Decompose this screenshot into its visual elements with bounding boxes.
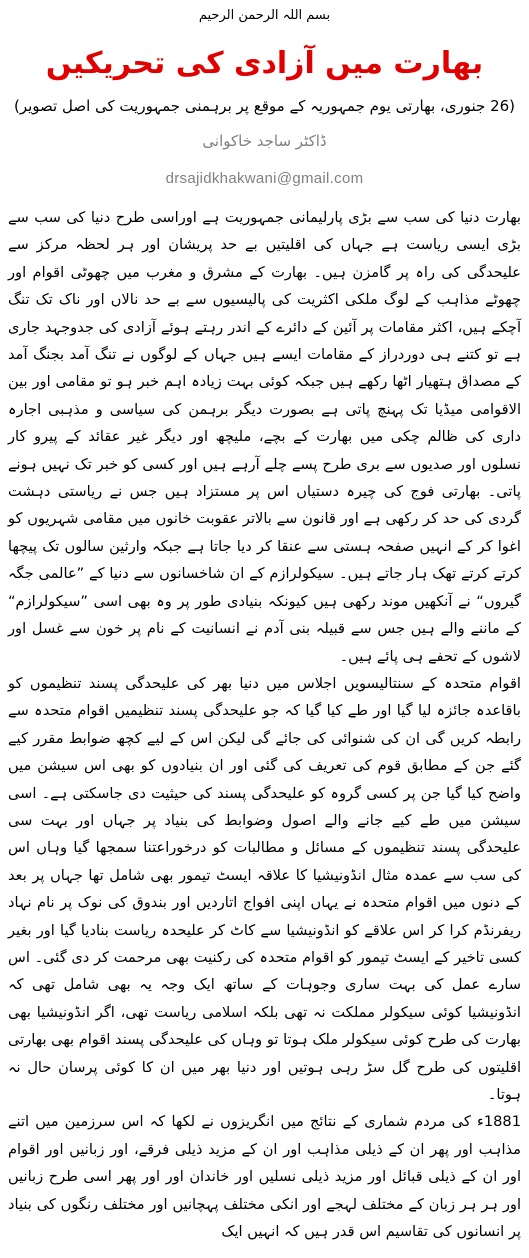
paragraph-1: بھارت دنیا کی سب سے بڑی پارلیمانی جمہوریت ہے اوراسی طرح دنیا کی سب سے بڑی ایسی ریاست ہے جہاں کی اقلیتیں بے حد پریشان اور ہر لحظہ مرکز سے علیحدگی کی راہ پر گامزن ہیں۔ بھارت کے مشرق و مغرب میں چھوٹی اقوام اور چھوٹے مذاہب کے لوگ ملکی اکثریت کی پالیسیوں سے بے حد نالاں اور ناک تک تنگ آچکے ہیں، اکثر مقامات پر آئین کے دائرے کے اندر رہتے ہوئے آزادی کی جدوجہد جاری ہے تو کتنے ہی دوردراز کے مقامات ایسے ہیں جہاں کے لوگوں نے تنگ آمد بجنگ آمد کے مصداق ہتھیار اٹھا رکھے ہیں جبکہ کوئی بہت زیادہ اہم خبر ہو تو مقامی اور بین الاقوامی میڈیا تک پہنچ پاتی ہے بصورت دیگر برہمن کی سیاسی و مذہبی اجارہ داری کی ظالم چکی میں بھارت کے بچے، ملیچھ اور دیگر غیر عقائد کے پیرو کار نسلوں اور صدیوں سے بری طرح پسے چلے آرہے ہیں اور کسی کو خبر تک نہیں ہونے پاتی۔ بھارتی فوج کی چیرہ دستیاں اس پر مستزاد ہیں جس نے ریاستی دہشت گردی کی حد کر رکھی ہے اور قانون سے بالاتر عقوبت خانوں میں مقامی شہریوں کو اغوا کر کے انہیں صفحہ ہستی سے عنقا کر دیا جاتا ہے جبکہ وارثین سالوں تک پیچھا کرتے کرتے تھک ہار جاتے ہیں۔ سیکولرازم کے ان شاخسانوں سے دنیا کے ”عالمی جگہ گیروں“ نے آنکھیں موند رکھی ہیں کیونکہ بنیادی طور پر وہ بھی اسی ”سیکولرازم“ کے ماننے والے ہیں جس سے قبیلہ بنی آدم نے انسانیت کے نام پر خون سے غسل اور لاشوں کے تحفے ہی پائے ہیں۔	[8, 209, 521, 665]
paragraph-3: 1881ء کی مردم شماری کے نتائج میں انگریزوں نے لکھا کہ اس سرزمین میں اتنے مذاہب اور پھر ان کے ذیلی مذاہب اور ان کے مزید ذیلی فرقے، اور زبانیں اور اقوام اور ان کے ذیلی قبائل اور مزید ذیلی نسلیں اور خاندان اور اور پھر اسی طرح زبانیں اور ہر ہر زبان کے مختلف لہجے اور انکی مختلف پہچانیں اور مختلف رنگوں کی بنیاد پر انسانوں کی تقاسیم اس قدر ہیں کہ انہیں ایک	[8, 1113, 521, 1241]
article-subtitle: (26 جنوری، بھارتی یوم جمہوریہ کے موقع پر برہمنی جمہوریت کی اصل تصویر)	[13, 97, 516, 115]
article-title: بھارت میں آزادی کی تحریکیں	[45, 46, 484, 81]
author-email: drsajidkhakwani@gmail.com	[165, 170, 364, 187]
bismillah-heading: بسم اللہ الرحمن الرحیم	[198, 8, 331, 23]
article-body	[8, 204, 521, 1245]
author-name: ڈاکٹر ساجد خاکوانی	[202, 132, 327, 150]
paragraph-2: اقوام متحدہ کے سنتالیسویں اجلاس میں دنیا بھر کی علیحدگی پسند تنظیموں کو باقاعدہ جائزہ لیا گیا اور طے کیا گیا کہ جو علیحدگی پسند تنظیمیں اقوام متحدہ سے رابطہ کریں گی ان کی شنوائی کی جائے گی لیکن اس کے لیے کچھ ضوابط مقرر کیے گئے جن کے مطابق قوم کی تعریف کی گئی اور ان بنیادوں کو بھی اس سیشن میں واضح کیا گیا جن پر کسی گروہ کو علیحدگی پسند کی حیثیت دی جاسکتی ہے۔ اسی سیشن میں طے کیے جانے والے اصول وضوابط کی بنیاد پر جہاں اور بہت سی علیحدگی پسند تنظیموں کے مسائل و مطالبات کو درخوراعتنا سمجھا گیا وہاں اس کی سب سے عمدہ مثال انڈونیشیا کا علاقہ ایسٹ تیمور بھی شامل تھا جہاں پر بعد کے دنوں میں اقوام متحدہ نے یہاں اپنی افواج اتاردیں اور بندوق کی نوک پر نام نہاد ریفرنڈم کرا کر اس علاقے کو انڈونیشیا سے کاٹ کر علیحدہ ریاست بنادیا گیا اور بغیر کسی تاخیر کے ایسٹ تیمور کو اقوام متحدہ کی رکنیت بھی مرحمت کر دی گئی۔ اس سارے عمل کی بہت ساری وجوہات کے ساتھ ایک وجہ یہ بھی شامل تھی کہ انڈونیشیا کوئی سیکولر مملکت نہ تھی بلکہ اسلامی ریاست تھی، اگر انڈونیشیا بھی بھارت کی طرح کوئی سیکولر ملک ہوتا تو وہاں کی علیحدگی پسند اقوام بھی بھارتی اقلیتوں کی طرح گل سڑ رہی ہوتیں اور دنیا بھر میں ان کا کوئی پرسان حال نہ ہوتا۔	[8, 674, 521, 1103]
